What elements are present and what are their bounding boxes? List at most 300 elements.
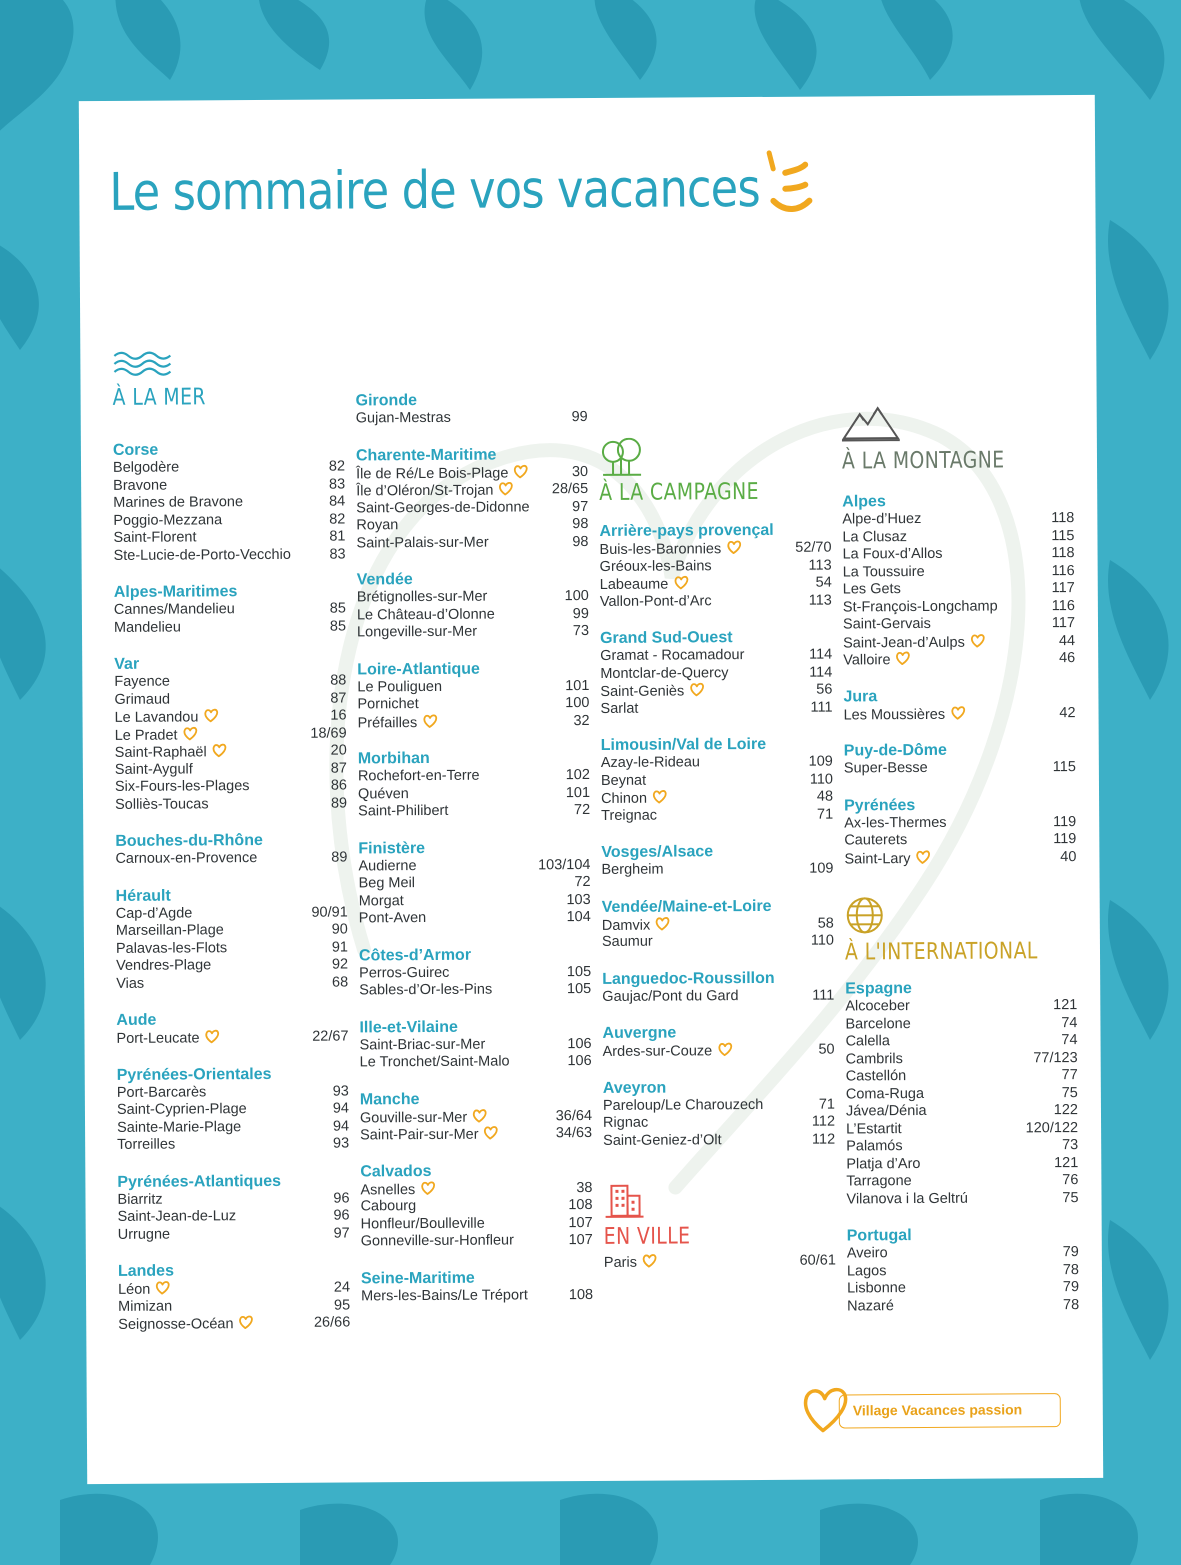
destination-row <box>843 598 1075 617</box>
page-number: 38 <box>576 1179 593 1196</box>
destination-name <box>356 499 529 518</box>
destination-row <box>114 618 346 637</box>
page-number: 68 <box>331 973 349 991</box>
destination-name-text: Gaujac/Pont du Gard <box>602 987 739 1005</box>
region-heading: Charente-Maritime <box>355 446 497 464</box>
page-number: 72 <box>573 802 591 819</box>
page-number: 94 <box>332 1100 349 1117</box>
destination-row <box>846 1155 1078 1174</box>
destination-row <box>358 857 590 876</box>
destination-name-text: Labeaume <box>599 576 669 593</box>
destination-name <box>847 1263 887 1281</box>
destination-name <box>846 1103 927 1121</box>
region-heading: Morbihan <box>357 749 430 768</box>
destination-row <box>113 528 345 547</box>
region-heading: Manche <box>359 1090 420 1108</box>
destination-row <box>356 516 588 535</box>
destination-row <box>844 814 1076 833</box>
destination-name-text: Île de Ré/Le Bois-Plage <box>356 464 509 482</box>
destination-row <box>601 789 833 808</box>
destination-name <box>118 1208 237 1226</box>
region-heading: Alpes-Maritimes <box>113 583 238 601</box>
destination-row <box>118 1225 350 1244</box>
destination-name-text: Marines de Bravone <box>113 494 244 511</box>
destination-row <box>846 1137 1078 1156</box>
page-number: 105 <box>566 981 592 998</box>
globe-icon <box>845 895 885 935</box>
destination-name <box>117 1084 207 1102</box>
destination-row <box>113 493 345 512</box>
destination-row <box>115 795 347 814</box>
destination-row <box>115 777 347 796</box>
destination-name <box>846 1085 924 1103</box>
destination-name-text: Barcelone <box>845 1015 911 1032</box>
page-number: 109 <box>808 753 833 770</box>
destination-name <box>113 512 222 530</box>
page-number: 79 <box>1062 1244 1079 1261</box>
destination-row <box>356 481 588 500</box>
waves-icon <box>112 351 172 377</box>
destination-name-text: Gréoux-les-Bains <box>599 557 712 575</box>
destination-name-text: Saint-Cyprien-Plage <box>116 1101 247 1118</box>
destination-name <box>116 905 193 923</box>
destination-name <box>843 651 911 672</box>
destination-name-text: Carnoux-en-Provence <box>115 850 258 867</box>
region-heading: Alpes <box>842 493 886 511</box>
destination-row <box>847 1262 1079 1281</box>
page-number: 121 <box>1054 1154 1079 1171</box>
page-number: 85 <box>329 617 347 635</box>
destination-name <box>117 1119 241 1137</box>
page-number: 95 <box>333 1296 351 1314</box>
page-number: 30 <box>571 463 589 480</box>
destination-name-text: Saint-Jean-d’Aulps <box>843 634 965 651</box>
destination-name-text: Saint-Aygulf <box>114 760 193 778</box>
destination-name <box>357 696 418 714</box>
page-number: 100 <box>565 695 590 712</box>
destination-name <box>359 893 404 911</box>
page-number: 74 <box>1061 1032 1078 1049</box>
page-number: 88 <box>330 672 347 689</box>
page-number: 100 <box>564 588 589 605</box>
category-title-campagne: À LA CAMPAGNE <box>599 478 760 506</box>
region-heading: Côtes-d’Armor <box>358 946 472 964</box>
destination-name-text: Cannes/Mandelieu <box>113 601 235 618</box>
destination-row <box>116 956 348 975</box>
destination-name-text: Gramat - Rocamadour <box>600 647 745 664</box>
region-heading: Hérault <box>115 887 171 905</box>
page-number: 40 <box>1060 848 1077 865</box>
destination-row <box>845 1032 1077 1051</box>
destination-row <box>360 1197 592 1216</box>
category-title-montagne: À LA MONTAGNE <box>841 447 1005 475</box>
destination-name-text: Vendres-Plage <box>116 957 212 974</box>
destination-name-text: Saint-Raphaël <box>114 744 207 761</box>
destination-row <box>357 606 589 625</box>
page-number: 22/67 <box>312 1028 349 1045</box>
destination-row <box>360 1125 592 1144</box>
destination-name <box>117 1101 247 1119</box>
page-number: 93 <box>332 1082 349 1100</box>
destination-name-text: Beg Meil <box>358 875 416 892</box>
destination-name-text: Lisbonne <box>847 1280 906 1297</box>
page-number: 54 <box>815 574 832 591</box>
destination-name-text: Rignac <box>602 1114 649 1131</box>
destination-name <box>846 1173 911 1191</box>
destination-name-text: Saint-Geniès <box>600 683 685 700</box>
destination-name-text: Belgodère <box>112 459 180 476</box>
destination-name-text: Aveiro <box>846 1245 888 1262</box>
destination-row <box>360 1179 592 1198</box>
destination-name <box>846 1155 920 1173</box>
destination-row <box>842 510 1074 529</box>
destination-name-text: Solliès-Toucas <box>115 795 209 813</box>
destination-name-text: Biarritz <box>117 1191 163 1208</box>
destination-name <box>357 606 495 624</box>
destination-row <box>360 1036 592 1055</box>
destination-name <box>359 910 427 928</box>
destination-row <box>357 623 589 642</box>
destination-name <box>842 511 921 529</box>
destination-row <box>117 1135 349 1154</box>
destination-row <box>844 831 1076 850</box>
destination-name-text: Morgat <box>358 892 404 909</box>
destination-name <box>603 1115 648 1133</box>
page-number: 108 <box>568 1286 594 1303</box>
destination-row <box>602 915 834 934</box>
destination-name-text: Poggio-Mezzana <box>113 511 223 529</box>
destination-name-text: Seignosse-Océan <box>118 1316 234 1333</box>
destination-name-text: Saint-Gervais <box>842 615 931 633</box>
destination-name-text: Castellón <box>845 1068 907 1085</box>
page-number: 56 <box>816 681 833 698</box>
region-heading: Puy-de-Dôme <box>843 741 947 760</box>
page-number: 84 <box>329 493 346 510</box>
destination-name-text: Ax-les-Thermes <box>844 814 947 831</box>
destination-row <box>600 699 832 718</box>
destination-row <box>356 499 588 518</box>
destination-row <box>846 1120 1078 1139</box>
destination-row <box>358 785 590 804</box>
destination-name-text: Azay-le-Rideau <box>600 754 701 771</box>
destination-name-text: La Clusaz <box>842 528 907 545</box>
destination-row <box>359 964 591 983</box>
destination-name-text: Préfailles <box>357 714 418 731</box>
page-number: 92 <box>331 956 349 973</box>
destination-row <box>846 1050 1078 1069</box>
destination-row <box>845 1015 1077 1034</box>
destination-row <box>113 511 345 530</box>
page-number: 116 <box>1051 597 1075 614</box>
destination-name-text: Le Pradet <box>114 727 178 744</box>
destination-name <box>357 678 442 696</box>
page-number: 109 <box>809 860 834 877</box>
destination-name-text: Damvix <box>601 917 651 934</box>
legend-passion <box>799 1383 1077 1437</box>
destination-row <box>600 557 832 576</box>
destination-row <box>847 1279 1079 1298</box>
region-heading: Vendée/Maine-et-Loire <box>601 897 772 916</box>
destination-row <box>601 861 833 880</box>
destination-name-text: Le Pouliguen <box>357 678 443 695</box>
region-heading: Pyrénées-Atlantiques <box>117 1172 282 1191</box>
destination-name <box>602 988 738 1006</box>
destination-name-text: Six-Fours-les-Plages <box>114 778 250 795</box>
destination-name-text: La Toussuire <box>842 563 925 580</box>
column-campagne <box>599 437 836 1272</box>
destination-name-text: L’Estartit <box>846 1120 902 1137</box>
destination-row <box>600 647 832 666</box>
page-number: 101 <box>565 677 590 694</box>
page-number: 110 <box>810 932 834 949</box>
destination-name-text: Torreilles <box>117 1136 176 1153</box>
destination-name-text: Cap-d’Agde <box>115 904 193 922</box>
page-number: 99 <box>572 605 589 622</box>
destination-name <box>358 713 439 734</box>
destination-name-text: La Foux-d’Allos <box>842 545 943 563</box>
destination-name <box>844 760 928 778</box>
destination-name <box>845 998 910 1016</box>
page-number: 36/64 <box>555 1107 593 1124</box>
region-heading: Grand Sud-Ouest <box>600 629 733 647</box>
destination-row <box>847 1297 1079 1316</box>
destination-row <box>600 682 832 701</box>
destination-row <box>601 754 833 773</box>
destination-name <box>601 807 657 825</box>
destination-name-text: Pont-Aven <box>358 910 427 927</box>
destination-name-text: Cabourg <box>360 1198 417 1215</box>
page-number: 119 <box>1053 831 1077 848</box>
page-number: 90 <box>331 921 348 938</box>
destination-name-text: Léon <box>117 1281 151 1298</box>
page-number: 121 <box>1053 997 1078 1014</box>
destination-name <box>360 1054 510 1072</box>
destination-row <box>358 767 590 786</box>
page-number: 105 <box>566 963 592 980</box>
destination-row <box>356 534 588 553</box>
destination-name <box>844 849 931 870</box>
destination-name <box>115 796 209 814</box>
destination-name <box>358 803 448 821</box>
destination-row <box>845 997 1077 1016</box>
page-number: 79 <box>1062 1279 1080 1296</box>
destination-name <box>843 581 901 599</box>
destination-name <box>844 832 907 850</box>
destination-name-text: Port-Leucate <box>116 1030 200 1047</box>
destination-row <box>603 1042 835 1061</box>
destination-name <box>843 563 925 581</box>
destination-row <box>603 1114 835 1133</box>
destination-row <box>359 892 591 911</box>
page-number: 108 <box>568 1196 593 1214</box>
page-number: 96 <box>333 1207 350 1224</box>
destination-name <box>356 410 451 428</box>
destination-name-text: Saint-Briac-sur-Mer <box>359 1036 486 1053</box>
destination-name-text: Sainte-Marie-Plage <box>117 1118 242 1136</box>
destination-name <box>844 814 946 832</box>
page-number: 26/66 <box>313 1314 351 1331</box>
destination-name-text: Saint-Palais-sur-Mer <box>356 534 489 551</box>
destination-name-text: Perros-Guirec <box>359 964 450 981</box>
destination-name-text: Saint-Georges-de-Didonne <box>356 498 530 516</box>
page-number: 48 <box>816 788 834 805</box>
destination-name <box>358 786 409 804</box>
destination-name-text: Alcoceber <box>845 998 910 1015</box>
destination-name <box>113 529 196 547</box>
page-number: 97 <box>333 1224 350 1242</box>
page-number: 99 <box>571 409 588 426</box>
region-heading: Pyrénées-Orientales <box>116 1065 272 1084</box>
destination-name-text: Saint-Pair-sur-Mer <box>360 1126 479 1144</box>
page-number: 112 <box>811 1113 836 1130</box>
page-number: 75 <box>1062 1189 1079 1206</box>
destination-name <box>116 922 224 940</box>
destination-name-text: Port-Barcarès <box>116 1083 207 1101</box>
destination-name-text: Urrugne <box>117 1226 171 1243</box>
destination-name <box>846 1138 903 1156</box>
destination-name-text: Mers-les-Bains/Le Tréport <box>361 1286 528 1304</box>
destination-name-text: Ste-Lucie-de-Porto-Vecchio <box>113 546 291 564</box>
page-number: 119 <box>1053 813 1077 830</box>
page-number: 118 <box>1051 510 1075 527</box>
destination-name <box>117 1137 175 1155</box>
destination-row <box>846 1190 1078 1209</box>
region-heading: Espagne <box>845 980 912 998</box>
destination-name-text: Super-Besse <box>843 759 928 777</box>
page-number: 106 <box>567 1053 592 1070</box>
destination-row <box>844 849 1076 868</box>
destination-row <box>360 1053 592 1072</box>
destination-name <box>600 665 728 683</box>
heart-outline-icon <box>895 651 911 672</box>
region-heading: Pyrénées <box>844 796 916 814</box>
destination-name <box>600 647 744 665</box>
destination-name <box>361 1215 485 1233</box>
region-heading: Seine-Maritime <box>360 1269 475 1287</box>
destination-row <box>847 1244 1079 1263</box>
destination-name <box>360 1126 500 1147</box>
buildings-icon <box>603 1180 643 1220</box>
destination-name <box>845 1016 910 1034</box>
page-number: 110 <box>809 771 833 788</box>
destination-name <box>118 1298 172 1316</box>
destination-row <box>117 1100 349 1119</box>
destination-row <box>361 1286 593 1305</box>
category-title-international: À L'INTERNATIONAL <box>844 938 1038 966</box>
destination-name-text: Rochefort-en-Terre <box>357 767 480 785</box>
page-number: 46 <box>1059 650 1076 667</box>
destination-name <box>113 460 179 478</box>
destination-row <box>843 545 1075 564</box>
destination-row <box>846 1102 1078 1121</box>
destination-name <box>115 778 250 796</box>
heart-outline-icon <box>915 849 931 870</box>
destination-name-text: Alpe-d’Huez <box>842 510 922 528</box>
page-number: 85 <box>329 600 346 617</box>
destination-name <box>843 705 966 726</box>
destination-name-text: Treignac <box>601 807 658 824</box>
destination-name <box>357 589 488 607</box>
destination-row <box>356 464 588 483</box>
destination-row <box>843 563 1075 582</box>
region-heading: Languedoc-Roussillon <box>602 969 775 988</box>
destination-name-text: Chinon <box>601 790 648 807</box>
page-number: 112 <box>811 1131 836 1148</box>
page-number: 111 <box>812 987 835 1004</box>
page-number: 97 <box>572 498 589 515</box>
page-number: 71 <box>818 1096 835 1113</box>
destination-name-text: Cambrils <box>845 1050 903 1067</box>
destination-name-text: Tarragone <box>846 1173 912 1190</box>
destination-name-text: Lagos <box>846 1262 887 1279</box>
destination-row <box>602 933 834 952</box>
page-number: 78 <box>1062 1296 1080 1313</box>
destination-name <box>600 593 712 611</box>
region-heading: Aveyron <box>602 1079 667 1097</box>
region-heading: Vendée <box>356 571 413 589</box>
heart-outline-icon <box>950 705 966 726</box>
destination-row <box>115 760 347 779</box>
page-number: 42 <box>1059 704 1076 721</box>
page-number: 117 <box>1051 615 1076 632</box>
destination-row <box>843 650 1075 669</box>
destination-name <box>358 768 480 786</box>
page-title: Le sommaire de vos vacances <box>109 158 760 223</box>
region-heading: Gironde <box>355 392 418 410</box>
page-number: 114 <box>809 646 833 663</box>
destination-name-text: Asnelles <box>360 1181 416 1198</box>
page-number: 111 <box>810 699 833 716</box>
destination-name-text: Mimizan <box>118 1298 173 1315</box>
destination-row <box>118 1279 350 1298</box>
page-number: 104 <box>566 909 591 926</box>
destination-name <box>115 850 257 868</box>
destination-name-text: Calella <box>845 1033 890 1050</box>
destination-row <box>357 588 589 607</box>
destination-row <box>600 664 832 683</box>
destination-name <box>604 1254 658 1275</box>
destination-row <box>361 1232 593 1251</box>
destination-name-text: Saumur <box>601 933 653 950</box>
smile-accent-icon <box>763 149 813 219</box>
page-number: 101 <box>565 784 591 801</box>
destination-row <box>360 1108 592 1127</box>
page-number: 16 <box>330 707 347 724</box>
column-mer-2 <box>356 390 594 1305</box>
page-number: 58 <box>817 915 834 932</box>
page-number: 91 <box>331 938 349 956</box>
heart-outline-icon <box>642 1254 658 1275</box>
page-number: 83 <box>329 545 346 563</box>
destination-name <box>114 546 291 565</box>
destination-row <box>358 802 590 821</box>
destination-row <box>114 672 346 691</box>
page-number: 60/61 <box>799 1252 836 1269</box>
destination-name <box>603 1132 722 1150</box>
destination-name-text: Mandelieu <box>113 619 181 636</box>
destination-name <box>118 1226 170 1244</box>
destination-name-text: Saint-Florent <box>113 529 197 546</box>
destination-name-text: Pareloup/Le Charouzech <box>602 1096 764 1114</box>
destination-name <box>118 1315 254 1336</box>
destination-name <box>359 964 449 982</box>
page-number: 75 <box>1061 1084 1078 1101</box>
destination-name <box>603 1042 734 1063</box>
destination-name <box>115 761 193 779</box>
page-number: 28/65 <box>551 481 589 498</box>
destination-name-text: Montclar-de-Quercy <box>600 664 729 682</box>
destination-name-text: Buis-les-Baronnies <box>599 541 722 558</box>
